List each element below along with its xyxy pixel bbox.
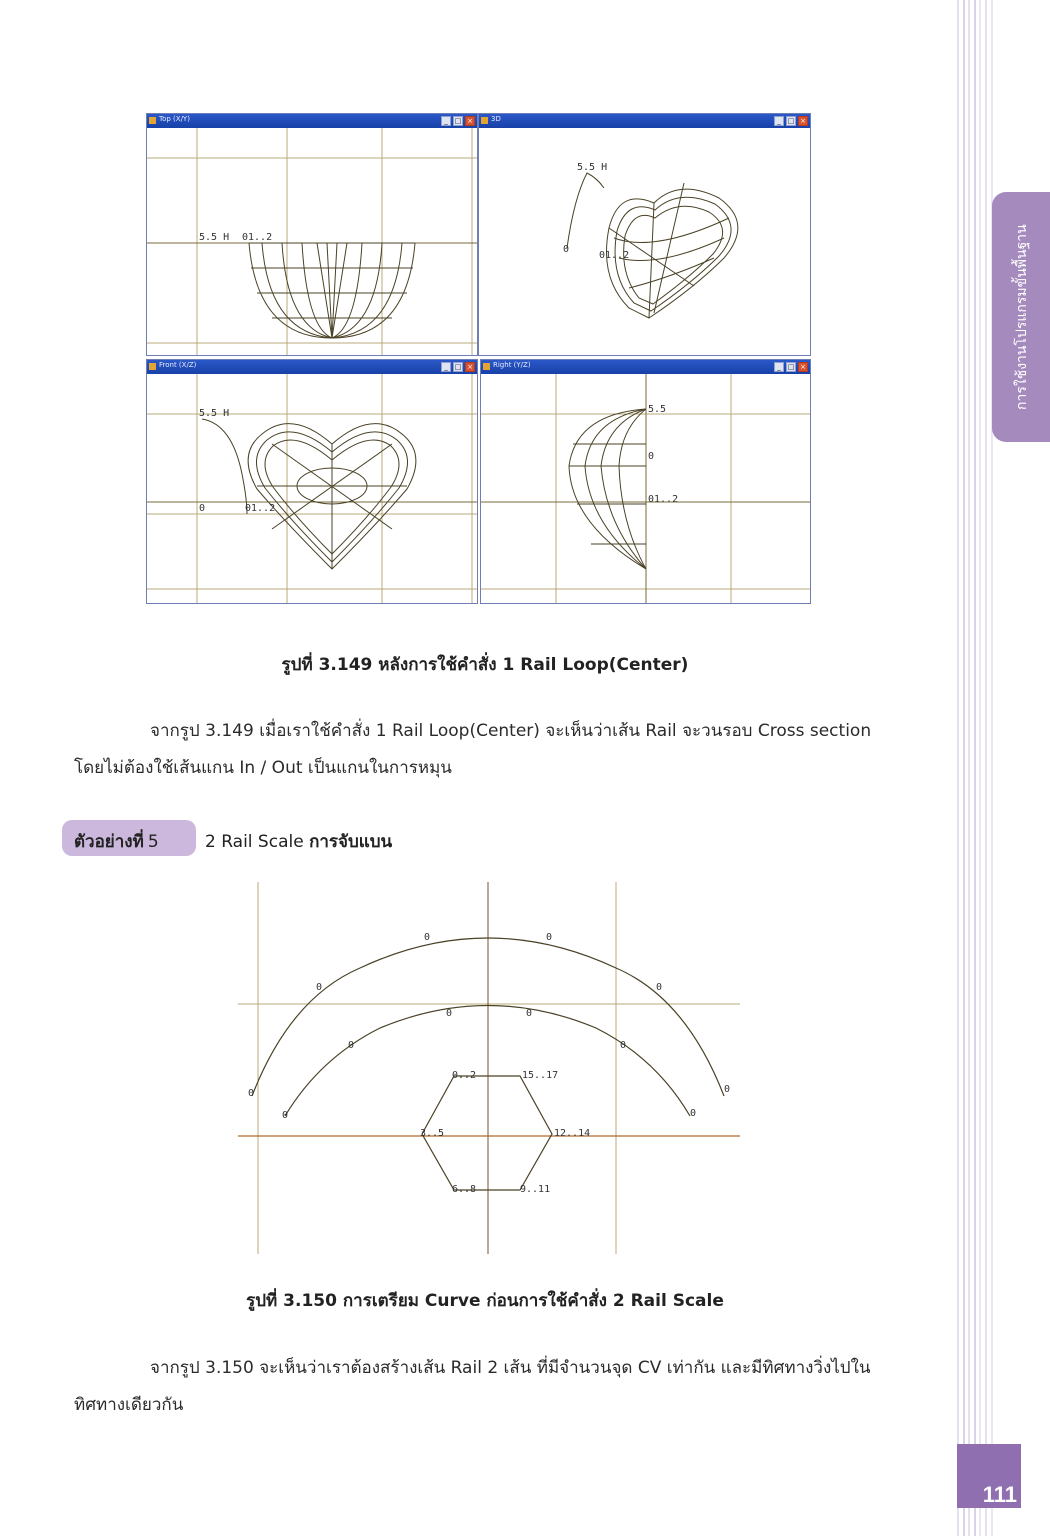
page-number: 111 <box>982 1482 1017 1507</box>
example-title-plain: 2 Rail Scale <box>205 832 304 852</box>
outer-label-5: 0 <box>724 1084 731 1095</box>
viewport-titlebar[interactable] <box>479 114 810 128</box>
outer-label-1: 0 <box>316 982 323 993</box>
viewport-title: Front (X/Z) <box>159 361 197 369</box>
svg-text:01..2: 01..2 <box>599 250 630 261</box>
viewport-titlebar[interactable] <box>147 114 477 128</box>
paragraph-1: จากรูป 3.149 เมื่อเราใช้คำสั่ง 1 Rail Loop(Center) จะเห็นว่าเส้น Rail จะวนรอบ Cross section โดยไม่ต้องใช้เส้นแกน In / Out เป็นแกนในการหมุน <box>74 721 872 778</box>
inner-label-2: 0 <box>446 1008 453 1019</box>
minimize-icon[interactable]: _ <box>441 362 451 372</box>
example-number: 5 <box>147 832 159 852</box>
viewport-title: Right (Y/Z) <box>493 361 531 369</box>
example-title <box>205 828 392 855</box>
front-view-drawing <box>147 374 478 604</box>
svg-text:5.5 H: 5.5 H <box>199 408 230 419</box>
svg-text:01..2: 01..2 <box>242 232 273 243</box>
close-icon[interactable]: × <box>465 362 475 372</box>
hex-label-right: 12..14 <box>554 1128 591 1139</box>
inner-label-4: 0 <box>620 1040 627 1051</box>
outer-label-0: 0 <box>248 1088 255 1099</box>
example-title-bold: การจับแบน <box>309 832 393 852</box>
viewport-titlebar[interactable] <box>481 360 810 374</box>
viewport-3d[interactable] <box>478 113 811 356</box>
svg-text:0: 0 <box>648 451 655 462</box>
inner-label-1: 0 <box>348 1040 355 1051</box>
app-icon <box>483 363 490 370</box>
maximize-icon[interactable]: □ <box>787 363 795 371</box>
maximize-icon[interactable]: □ <box>454 363 462 371</box>
minimize-icon[interactable]: _ <box>774 362 784 372</box>
viewport-top[interactable] <box>146 113 478 356</box>
maximize-icon[interactable]: □ <box>787 117 795 125</box>
close-icon[interactable]: × <box>798 116 808 126</box>
minimize-icon[interactable]: _ <box>774 116 784 126</box>
hex-label-bottom-left: 6..8 <box>452 1184 477 1195</box>
viewport-titlebar[interactable] <box>147 360 477 374</box>
paragraph-2: จากรูป 3.150 จะเห็นว่าเราต้องสร้างเส้น Rail 2 เส้น ที่มีจำนวนจุด CV เท่ากัน และมีทิศทางวิ่งไปในทิศทางเดียวกัน <box>74 1358 871 1415</box>
figure2-caption: รูปที่ 3.150 การเตรียม Curve ก่อนการใช้คำสั่ง 2 Rail Scale <box>246 1291 724 1311</box>
app-icon <box>149 363 156 370</box>
right-view-drawing <box>481 374 811 604</box>
hex-label-top-left: 0..2 <box>452 1070 477 1081</box>
chapter-tab-label: การใช้งานโปรแกรมขั้นพื้นฐาน <box>1014 224 1030 410</box>
maximize-icon[interactable]: □ <box>454 117 462 125</box>
viewport-right[interactable] <box>480 359 811 604</box>
close-icon[interactable]: × <box>798 362 808 372</box>
top-view-drawing <box>147 128 478 356</box>
figure1-caption: รูปที่ 3.149 หลังการใช้คำสั่ง 1 Rail Loop(Center) <box>281 655 689 675</box>
svg-text:5.5 H: 5.5 H <box>577 162 608 173</box>
hex-label-left: 3..5 <box>420 1128 445 1139</box>
figure2-curves <box>230 878 750 1260</box>
inner-label-3: 0 <box>526 1008 533 1019</box>
inner-label-0: 0 <box>282 1110 289 1121</box>
svg-text:01..2: 01..2 <box>245 503 276 514</box>
outer-label-2: 0 <box>424 932 431 943</box>
3d-view-drawing <box>479 128 811 356</box>
viewport-title: Top (X/Y) <box>159 115 190 123</box>
example-label-text: ตัวอย่างที่ <box>74 832 144 852</box>
viewport-title: 3D <box>491 115 501 123</box>
inner-label-5: 0 <box>690 1108 697 1119</box>
hex-label-top-right: 15..17 <box>522 1070 559 1081</box>
svg-text:0: 0 <box>563 244 570 255</box>
svg-text:0: 0 <box>199 503 206 514</box>
svg-text:5.5: 5.5 <box>648 404 667 415</box>
svg-text:5.5 H: 5.5 H <box>199 232 230 243</box>
app-icon <box>481 117 488 124</box>
minimize-icon[interactable]: _ <box>441 116 451 126</box>
outer-label-3: 0 <box>546 932 553 943</box>
example-label <box>74 828 159 855</box>
hex-label-bottom-right: 9..11 <box>520 1184 551 1195</box>
svg-text:01..2: 01..2 <box>648 494 679 505</box>
close-icon[interactable]: × <box>465 116 475 126</box>
outer-label-4: 0 <box>656 982 663 993</box>
viewport-front[interactable] <box>146 359 478 604</box>
app-icon <box>149 117 156 124</box>
